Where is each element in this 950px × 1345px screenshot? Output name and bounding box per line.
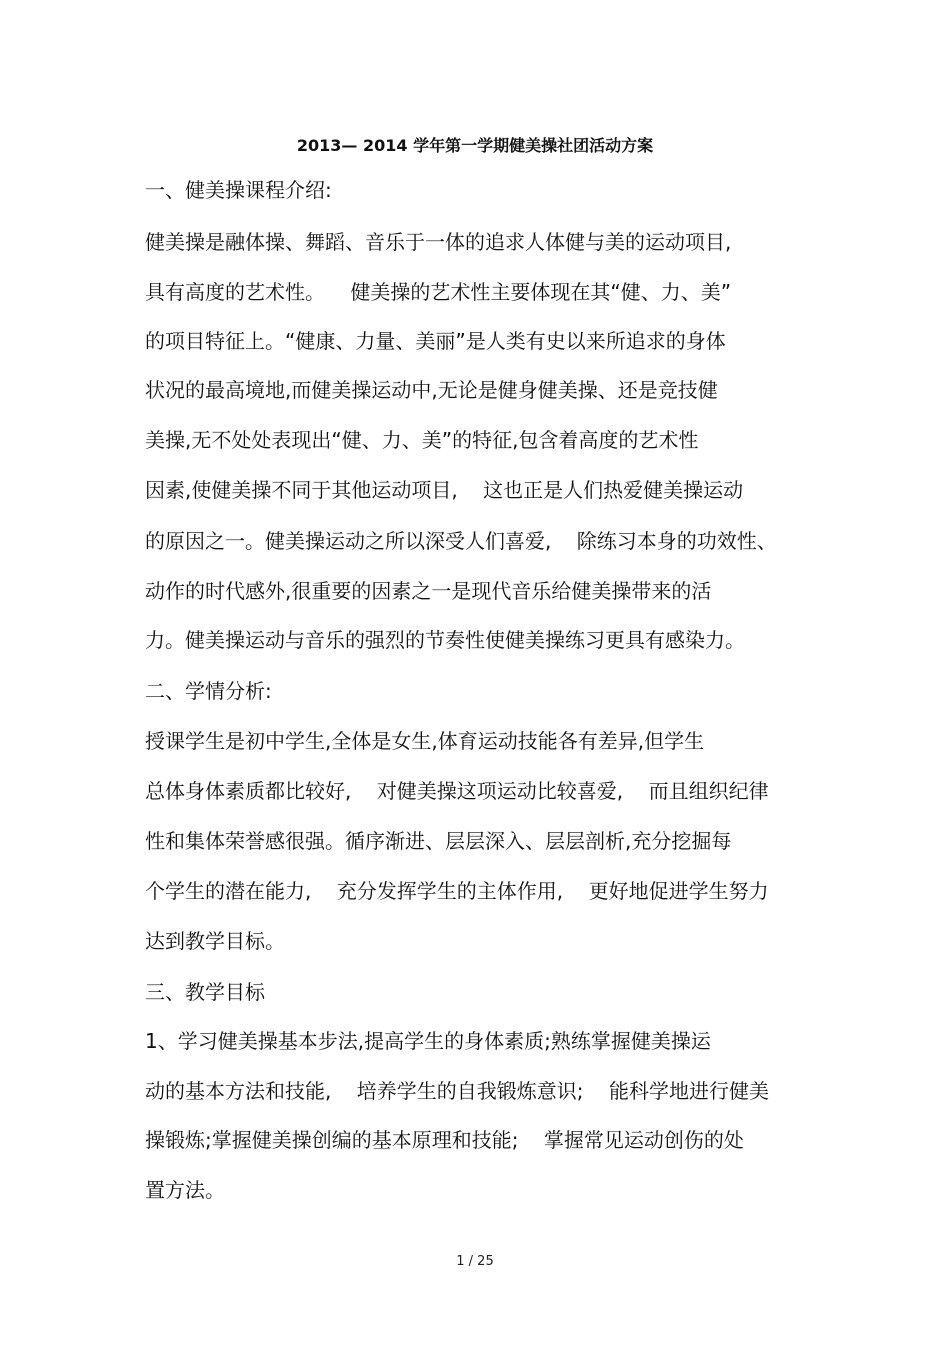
paragraph-line: 因素,使健美操不同于其他运动项目, 这也正是人们热爱健美操运动 (145, 478, 744, 502)
paragraph-line: 个学生的潜在能力, 充分发挥学生的主体作用, 更好地促进学生努力 (145, 879, 769, 903)
paragraph-line: 性和集体荣誉感很强。循序渐进、层层深入、层层剖析,充分挖掘每 (145, 829, 732, 853)
document-title: 2013— 2014 学年第一学期健美操社团活动方案 (296, 136, 654, 155)
paragraph-line: 总体身体素质都比较好, 对健美操这项运动比较喜爱, 而且组织纪律 (145, 779, 769, 803)
paragraph-line: 美操,无不处处表现出“健、力、美”的特征,包含着高度的艺术性 (145, 428, 699, 452)
page-number: 1 / 25 (456, 1254, 494, 1269)
paragraph-line: 授课学生是初中学生,全体是女生,体育运动技能各有差异,但学生 (145, 729, 705, 753)
paragraph-line: 状况的最高境地,而健美操运动中,无论是健身健美操、还是竞技健 (145, 378, 718, 402)
section-heading-course-intro: 一、健美操课程介绍: (145, 178, 332, 202)
paragraph-line: 健美操是融体操、舞蹈、音乐于一体的追求人体健与美的运动项目, (145, 230, 732, 254)
paragraph-line: 达到教学目标。 (145, 929, 285, 953)
section-heading-student-analysis: 二、学情分析: (145, 679, 272, 703)
paragraph-line: 1、学习健美操基本步法,提高学生的身体素质;熟练掌握健美操运 (145, 1029, 711, 1053)
paragraph-line: 置方法。 (145, 1178, 225, 1202)
section-heading-teaching-goals: 三、教学目标 (145, 980, 265, 1004)
paragraph-line: 具有高度的艺术性。 健美操的艺术性主要体现在其“健、力、美” (145, 280, 732, 304)
paragraph-line: 动作的时代感外,很重要的因素之一是现代音乐给健美操带来的活 (145, 579, 712, 603)
paragraph-line: 力。健美操运动与音乐的强烈的节奏性使健美操练习更具有感染力。 (145, 628, 745, 652)
paragraph-line: 的原因之一。健美操运动之所以深受人们喜爱, 除练习本身的功效性、 (145, 529, 777, 553)
paragraph-line: 操锻炼;掌握健美操创编的基本原理和技能; 掌握常见运动创伤的处 (145, 1128, 744, 1152)
paragraph-line: 动的基本方法和技能, 培养学生的自我锻炼意识; 能科学地进行健美 (145, 1079, 769, 1103)
paragraph-line: 的项目特征上。“健康、力量、美丽”是人类有史以来所追求的身体 (145, 329, 726, 353)
